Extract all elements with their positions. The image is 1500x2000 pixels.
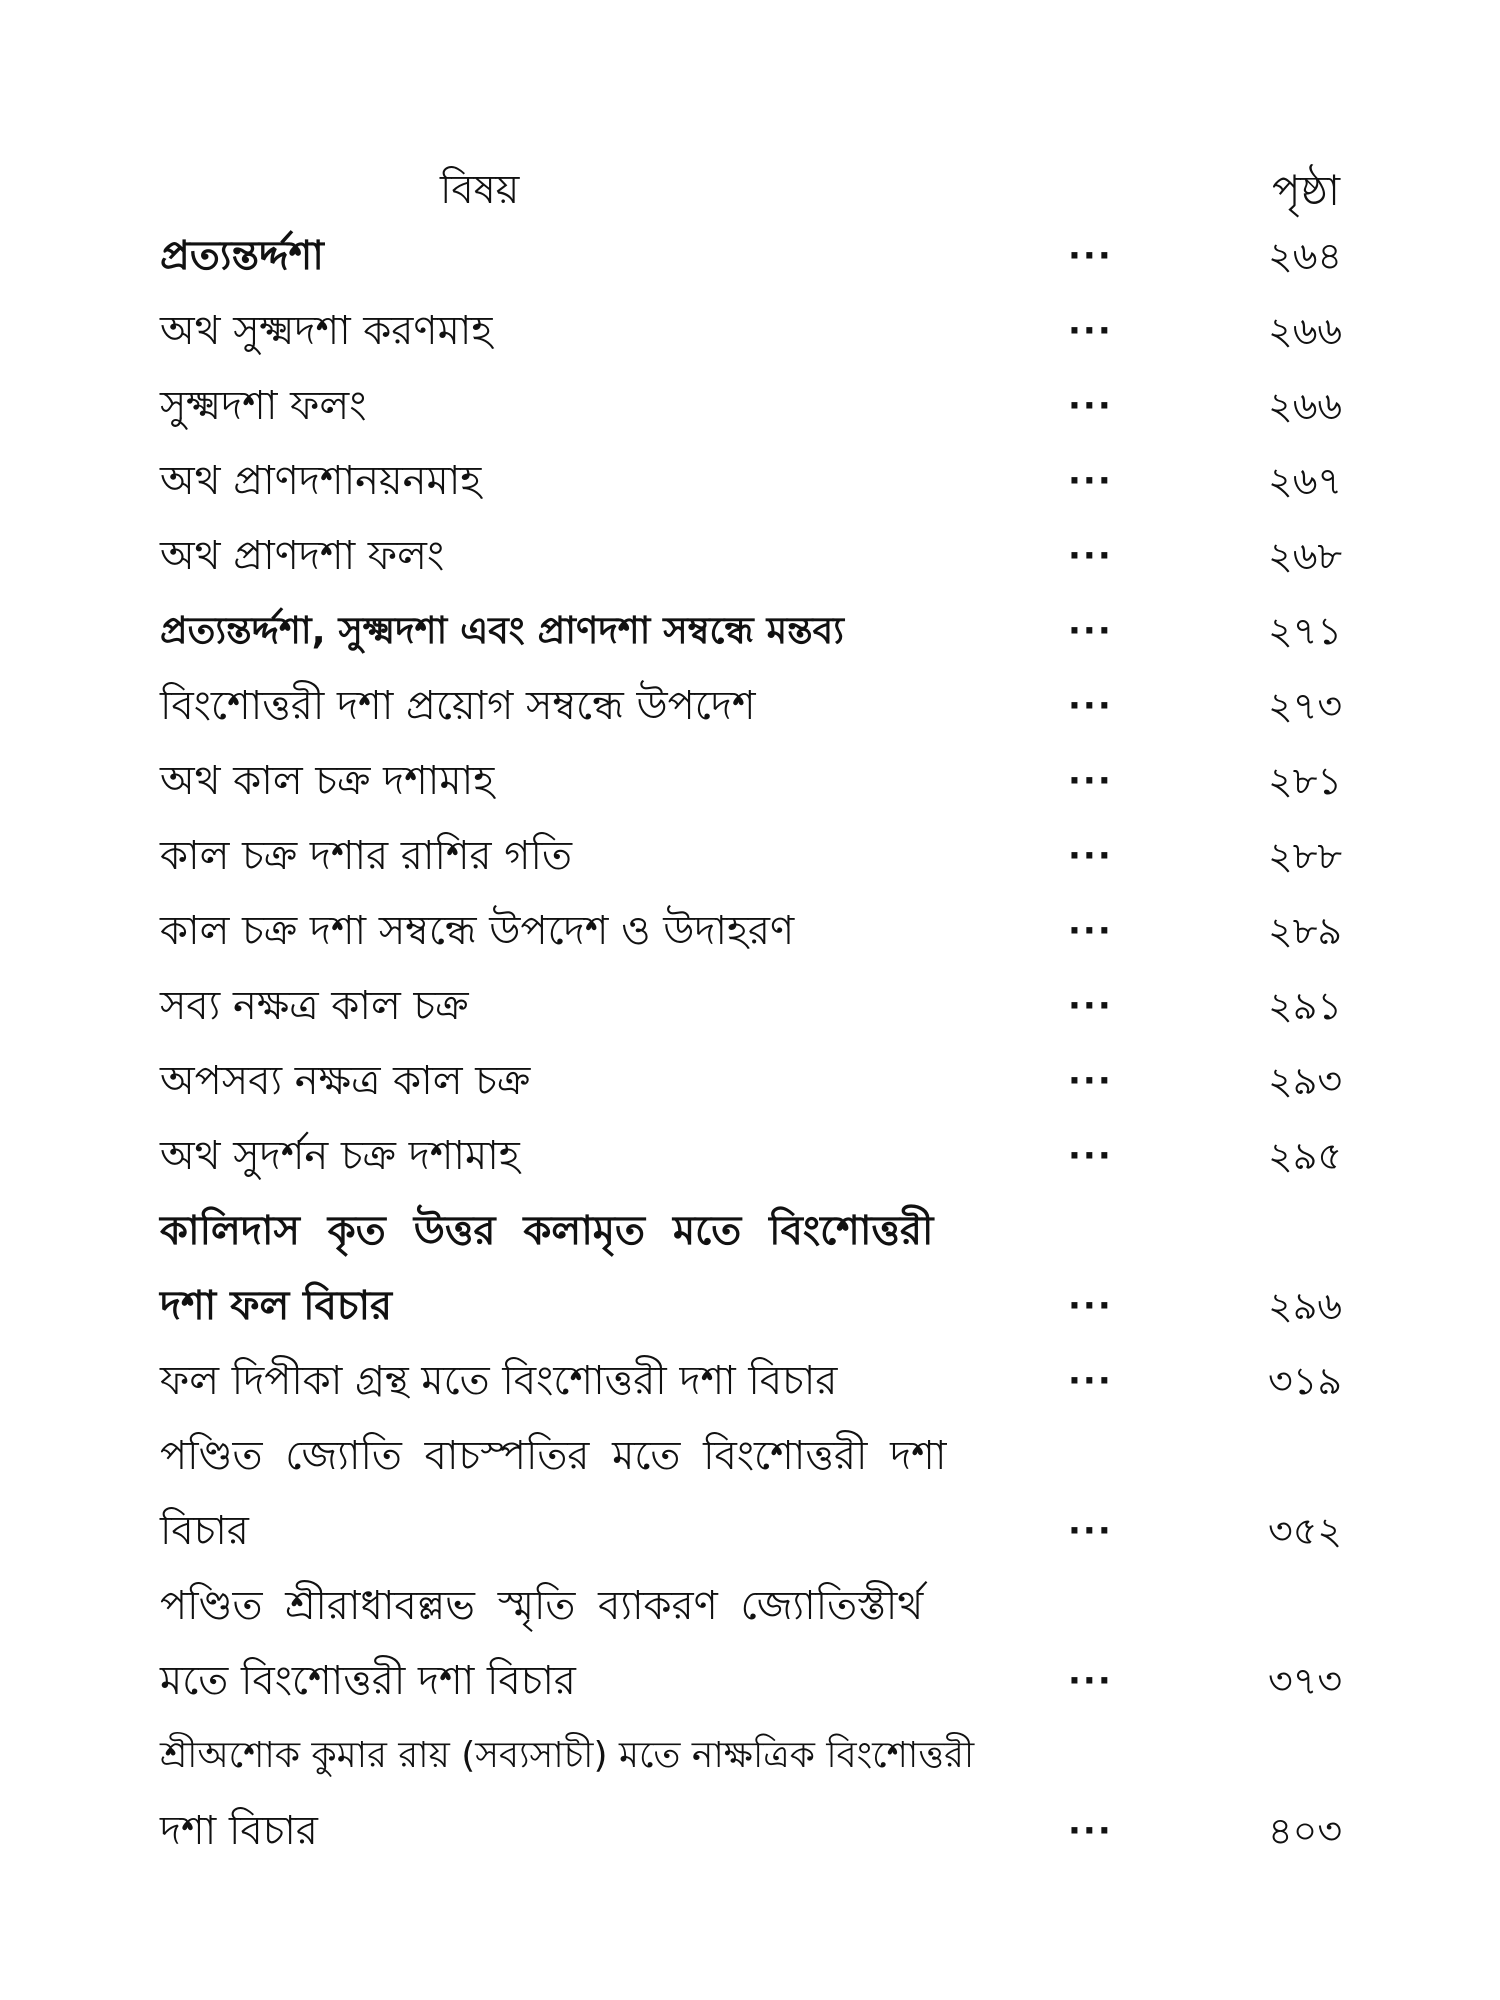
entry-title: কাল চক্র দশার রাশির গতি — [160, 833, 572, 879]
entry-dots: ··· — [1068, 686, 1113, 726]
entry-page: ২৬৬ — [1268, 384, 1343, 428]
entry-page: ২৮৮ — [1268, 834, 1343, 878]
entry-page: ২৯৫ — [1268, 1134, 1343, 1178]
entry-title: অথ সুদর্শন চক্র দশামাহ — [160, 1133, 520, 1179]
entry-page: ২৯৬ — [1268, 1284, 1343, 1328]
column-header-subject: বিষয় — [440, 167, 520, 213]
toc-entry — [0, 1126, 1500, 1186]
entry-title: কাল চক্র দশা সম্বন্ধে উপদেশ ও উদাহরণ — [160, 908, 795, 954]
entry-title: অথ প্রাণদশানয়নমাহ — [160, 458, 482, 504]
column-header-page: পৃষ্ঠা — [1272, 166, 1341, 215]
toc-entry — [0, 1426, 1500, 1486]
entry-title: অথ প্রাণদশা ফলং — [160, 533, 445, 579]
entry-page: ২৯১ — [1268, 984, 1343, 1028]
entry-dots: ··· — [1068, 1061, 1113, 1101]
entry-dots: ··· — [1068, 461, 1113, 501]
entry-dots: ··· — [1068, 1136, 1113, 1176]
entry-page: ৩৭৩ — [1268, 1659, 1343, 1703]
entry-dots: ··· — [1068, 986, 1113, 1026]
entry-page: ২৯৩ — [1268, 1059, 1343, 1103]
entry-title: সুক্ষ্মদশা ফলং — [160, 383, 367, 429]
entry-title: অথ কাল চক্র দশামাহ — [160, 758, 495, 804]
entry-page: ৩৫২ — [1268, 1509, 1343, 1553]
toc-entry — [0, 901, 1500, 961]
entry-title: প্রত্যন্তর্দ্দশা, সুক্ষ্মদশা এবং প্রাণদশা সম্বন্ধে মন্তব্য — [160, 609, 844, 652]
entry-dots: ··· — [1068, 911, 1113, 951]
entry-dots: ··· — [1068, 536, 1113, 576]
entry-page: ৪০৩ — [1268, 1809, 1343, 1853]
toc-entry — [0, 1651, 1500, 1711]
entry-dots: ··· — [1068, 236, 1113, 276]
entry-title: শ্রীঅশোক কুমার রায় (সব্যসাচী) মতে নাক্ষত্রিক বিংশোত্তরী — [160, 1735, 975, 1776]
toc-entry — [0, 1051, 1500, 1111]
entry-page: ৩১৯ — [1268, 1359, 1343, 1403]
toc-entry — [0, 451, 1500, 511]
entry-title: মতে বিংশোত্তরী দশা বিচার — [160, 1658, 576, 1704]
entry-dots: ··· — [1068, 836, 1113, 876]
entry-title: বিচার — [160, 1508, 249, 1554]
toc-entry — [0, 526, 1500, 586]
toc-entry — [0, 976, 1500, 1036]
entry-page: ২৭১ — [1268, 609, 1343, 653]
entry-title: দশা ফল বিচার — [160, 1283, 393, 1329]
toc-entry — [0, 1801, 1500, 1861]
entry-dots: ··· — [1068, 1286, 1113, 1326]
entry-dots: ··· — [1068, 1361, 1113, 1401]
entry-page: ২৭৩ — [1268, 684, 1343, 728]
entry-title: ফল দিপীকা গ্রন্থ মতে বিংশোত্তরী দশা বিচার — [160, 1358, 838, 1404]
entry-title: সব্য নক্ষত্র কাল চক্র — [160, 983, 469, 1029]
entry-page: ২৮১ — [1268, 759, 1343, 803]
entry-dots: ··· — [1068, 311, 1113, 351]
entry-title: পণ্ডিত শ্রীরাধাবল্লভ স্মৃতি ব্যাকরণ জ্যোতিস্তীর্থ — [160, 1583, 924, 1629]
entry-title: প্রত্যন্তর্দ্দশা — [160, 233, 324, 279]
toc-entry — [0, 1201, 1500, 1261]
entry-dots: ··· — [1068, 1661, 1113, 1701]
toc-entry — [0, 301, 1500, 361]
toc-entry — [0, 1501, 1500, 1561]
entry-title: অপসব্য নক্ষত্র কাল চক্র — [160, 1058, 531, 1104]
entry-page: ২৬৬ — [1268, 309, 1343, 353]
toc-entry — [0, 226, 1500, 286]
toc-entry — [0, 676, 1500, 736]
entry-title: পণ্ডিত জ্যোতি বাচস্পতির মতে বিংশোত্তরী দশা — [160, 1433, 947, 1479]
toc-entry — [0, 601, 1500, 661]
entry-dots: ··· — [1068, 1811, 1113, 1851]
entry-dots: ··· — [1068, 611, 1113, 651]
entry-title: দশা বিচার — [160, 1808, 318, 1854]
entry-page: ২৮৯ — [1268, 909, 1343, 953]
toc-entry — [0, 826, 1500, 886]
entry-dots: ··· — [1068, 1511, 1113, 1551]
entry-title: বিংশোত্তরী দশা প্রয়োগ সম্বন্ধে উপদেশ — [160, 683, 756, 729]
entry-page: ২৬৪ — [1268, 234, 1343, 278]
entry-dots: ··· — [1068, 386, 1113, 426]
entry-page: ২৬৭ — [1268, 459, 1343, 503]
toc-entry — [0, 376, 1500, 436]
entry-dots: ··· — [1068, 761, 1113, 801]
toc-entry — [0, 751, 1500, 811]
toc-entry — [0, 1351, 1500, 1411]
entry-page: ২৬৮ — [1268, 534, 1343, 578]
toc-entry — [0, 1726, 1500, 1786]
toc-entry — [0, 1276, 1500, 1336]
entry-title: অথ সুক্ষ্মদশা করণমাহ — [160, 308, 493, 354]
toc-entry — [0, 1576, 1500, 1636]
entry-title: কালিদাস কৃত উত্তর কলামৃত মতে বিংশোত্তরী — [160, 1208, 934, 1254]
